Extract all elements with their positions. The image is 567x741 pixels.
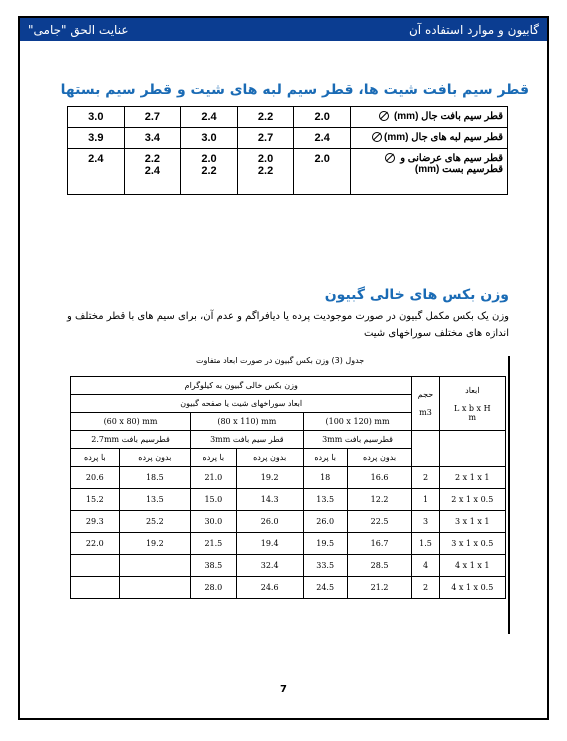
table-row: [71, 555, 506, 577]
cell: 2.2: [237, 107, 294, 128]
weight-cell: 13.5: [303, 489, 347, 511]
cell: 2.4: [181, 107, 238, 128]
weight-cell: 19.4: [236, 533, 303, 555]
weight-cell: [119, 577, 190, 599]
dimension-cell: 3 x 1 x 0.5: [439, 533, 505, 555]
table-caption: جدول (3) وزن بکس گبیون در صورت ابعاد متفاوت: [196, 356, 365, 365]
cell: 3.4: [124, 128, 181, 149]
cell: 2.2 2.4: [124, 149, 181, 195]
mesh-size: (60 x 80) mm: [71, 413, 191, 431]
weight-cell: 22.0: [71, 533, 120, 555]
cell: 2.0: [294, 107, 351, 128]
cell: 3.0: [181, 128, 238, 149]
cell: 2.4: [68, 149, 125, 195]
row-label: قطر سیم لبه های جال (mm): [351, 128, 508, 149]
with-diaphragm: با پرده: [191, 449, 237, 467]
table-row: [68, 107, 508, 128]
diameter-icon: [372, 132, 382, 142]
dimension-cell: 4 x 1 x 1: [439, 555, 505, 577]
wire-size: قطرسیم بافت 2.7mm: [71, 431, 191, 449]
weight-cell: 28.0: [191, 577, 237, 599]
cell: 2.7: [124, 107, 181, 128]
dimension-cell: 3 x 1 x 1: [439, 511, 505, 533]
weight-cell: 32.4: [236, 555, 303, 577]
header-volume: حجم m3: [412, 377, 439, 431]
weight-cell: 20.6: [71, 467, 120, 489]
table-row: [71, 511, 506, 533]
wire-size: قطر سیم بافت 3mm: [191, 431, 304, 449]
table-row: [71, 577, 506, 599]
weight-cell: 33.5: [303, 555, 347, 577]
weight-cell: 26.0: [303, 511, 347, 533]
weight-cell: [71, 577, 120, 599]
blank: [412, 431, 439, 467]
weight-cell: 21.2: [347, 577, 412, 599]
cell: 3.0: [68, 107, 125, 128]
cell: 2.0: [294, 149, 351, 195]
dimension-cell: 2 x 1 x 1: [439, 467, 505, 489]
diameter-icon: [379, 111, 389, 121]
gabion-weight-table: [70, 376, 506, 599]
without-diaphragm: بدون پرده: [236, 449, 303, 467]
section1-title: قطر سیم بافت شیت ها، قطر سیم لبه های شیت و قطر سیم بستها: [60, 82, 529, 98]
dimension-cell: 2 x 1 x 0.5: [439, 489, 505, 511]
weight-cell: 19.2: [236, 467, 303, 489]
cell: 2.0 2.2: [237, 149, 294, 195]
diameter-icon: [385, 153, 395, 163]
mesh-size: (80 x 110) mm: [191, 413, 304, 431]
cell: 3.9: [68, 128, 125, 149]
volume-cell: 1.5: [412, 533, 439, 555]
weight-cell: 24.6: [236, 577, 303, 599]
weight-cell: 18: [303, 467, 347, 489]
weight-cell: 12.2: [347, 489, 412, 511]
weight-cell: 21.5: [191, 533, 237, 555]
header-row: [71, 431, 506, 449]
weight-cell: 14.3: [236, 489, 303, 511]
weight-cell: 16.7: [347, 533, 412, 555]
table-row: [71, 489, 506, 511]
volume-cell: 1: [412, 489, 439, 511]
section2-title: وزن بکس های خالی گبیون: [324, 287, 509, 303]
table-row: [71, 533, 506, 555]
table-row: [68, 128, 508, 149]
weight-cell: 19.5: [303, 533, 347, 555]
without-diaphragm: بدون پرده: [119, 449, 190, 467]
volume-cell: 3: [412, 511, 439, 533]
with-diaphragm: با پرده: [303, 449, 347, 467]
weight-cell: 26.0: [236, 511, 303, 533]
without-diaphragm: بدون پرده: [347, 449, 412, 467]
weight-cell: 28.5: [347, 555, 412, 577]
cell: 2.4: [294, 128, 351, 149]
row-label: قطر سیم بافت جال (mm): [351, 107, 508, 128]
blank: [439, 431, 505, 467]
volume-cell: 2: [412, 467, 439, 489]
weight-cell: 25.2: [119, 511, 190, 533]
volume-cell: 2: [412, 577, 439, 599]
weight-cell: 19.2: [119, 533, 190, 555]
weight-cell: 18.5: [119, 467, 190, 489]
header-row: [71, 377, 506, 395]
header-title: گابیون و موارد استفاده آن: [408, 22, 539, 37]
header-author: عنایت الحق "جامی": [28, 22, 129, 37]
table-row: [71, 467, 506, 489]
weight-cell: 15.2: [71, 489, 120, 511]
weight-cell: 38.5: [191, 555, 237, 577]
weight-cell: 21.0: [191, 467, 237, 489]
scan-edge: [508, 356, 510, 634]
section2-paragraph: وزن یک بکس مکمل گبیون در صورت موجودیت پرده یا دیافراگم و عدم آن، برای سیم های با قطر مختلف و اندازه های مختلف سوراخهای شیت: [67, 311, 509, 339]
mesh-size: (100 x 120) mm: [303, 413, 412, 431]
weight-cell: 24.5: [303, 577, 347, 599]
weight-cell: 30.0: [191, 511, 237, 533]
weight-cell: 22.5: [347, 511, 412, 533]
weight-cell: 15.0: [191, 489, 237, 511]
weight-cell: [119, 555, 190, 577]
weight-cell: 13.5: [119, 489, 190, 511]
with-diaphragm: با پرده: [71, 449, 120, 467]
header-weight: وزن بکس خالی گبیون به کیلوگرام: [71, 377, 412, 395]
header-dimensions: ابعاد L x b x H m: [439, 377, 505, 431]
weight-cell: [71, 555, 120, 577]
table-row: [68, 149, 508, 195]
weight-cell: 29.3: [71, 511, 120, 533]
page-number: 7: [280, 684, 287, 695]
volume-cell: 4: [412, 555, 439, 577]
weight-cell: 16.6: [347, 467, 412, 489]
cell: 2.0 2.2: [181, 149, 238, 195]
wire-size: قطرسیم بافت 3mm: [303, 431, 412, 449]
dimension-cell: 4 x 1 x 0.5: [439, 577, 505, 599]
cell: 2.7: [237, 128, 294, 149]
page-header: [20, 18, 547, 41]
header-mesh: ابعاد سوراخهای شیت یا صفحه گبیون: [71, 395, 412, 413]
wire-diameter-table: [67, 106, 508, 195]
row-label: قطر سیم های عرضانی و قطرسیم بست (mm): [351, 149, 508, 195]
